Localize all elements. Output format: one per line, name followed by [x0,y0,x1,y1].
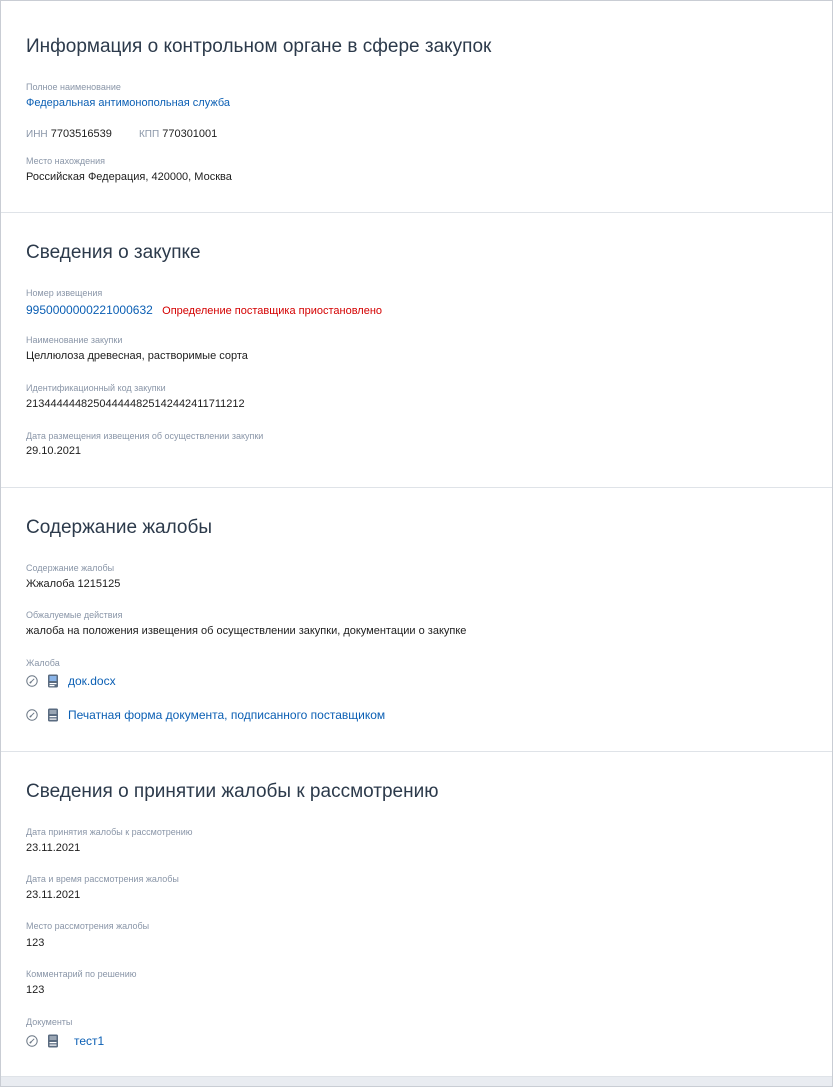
documents-label: Документы [26,1017,73,1027]
appealed-actions-label: Обжалуемые действия [26,610,123,620]
decision-comment-value: 123 [26,984,45,996]
signature-check-icon[interactable] [26,1035,38,1047]
review-place-label: Место рассмотрения жалобы [26,921,150,931]
inn-kpp-row [26,128,217,140]
section-title: Сведения о принятии жалобы к рассмотрению [26,781,439,802]
status-badge: Определение поставщика приостановлено [162,305,383,317]
decision-comment-label: Комментарий по решению [26,969,137,979]
review-place-value: 123 [26,937,45,949]
purchase-name-label: Наименование закупки [26,335,123,345]
appealed-actions-value: жалоба на положения извещения об осуществлении закупки, документации о закупке [26,625,467,637]
complaint-content-value: Жжалоба 1215125 [26,578,121,590]
section-purchase [1,213,832,488]
file-row [26,707,385,723]
page-footer-band [1,1077,832,1086]
file-link[interactable]: тест1 [74,1034,105,1048]
purchase-name-value: Целлюлоза древесная, растворимые сорта [26,350,248,362]
location-value: Российская Федерация, 420000, Москва [26,171,232,183]
section-title: Содержание жалобы [26,517,213,538]
complaint-files-label: Жалоба [26,658,60,668]
file-row [26,1033,104,1049]
notice-row [26,303,382,317]
section-title: Сведения о закупке [26,242,201,263]
file-link[interactable]: Печатная форма документа, подписанного поставщиком [68,708,386,722]
file-link[interactable]: док.docx [68,674,116,688]
id-code-label: Идентификационный код закупки [26,383,166,393]
complaint-content-label: Содержание жалобы [26,563,115,573]
section-complaint [1,488,832,752]
document-icon [47,674,59,688]
notice-number-link[interactable]: 9950000000221000632 [26,303,153,317]
kpp-value: 770301001 [162,128,218,140]
full-name-link[interactable]: Федеральная антимонопольная служба [26,97,230,109]
printer-document-icon [47,708,59,722]
signature-check-icon[interactable] [26,675,38,687]
document-icon [47,1034,59,1048]
signature-check-icon[interactable] [26,709,38,721]
accept-date-label: Дата принятия жалобы к рассмотрению [26,827,193,837]
review-datetime-value: 23.11.2021 [26,889,81,901]
full-name-label: Полное наименование [26,82,121,92]
inn-value: 7703516539 [50,128,112,140]
id-code-value: 213444444825044444825142442411711212 [26,398,245,410]
inn-label: ИНН [26,129,48,140]
kpp-label: КПП [138,129,160,140]
accept-date-value: 23.11.2021 [26,842,81,854]
review-datetime-label: Дата и время рассмотрения жалобы [26,874,179,884]
notice-number-label: Номер извещения [26,288,103,298]
file-row [26,673,116,689]
section-acceptance [1,752,832,1077]
section-control-body [1,1,832,213]
notice-date-label: Дата размещения извещения об осуществлении закупки [26,431,264,441]
section-title: Информация о контрольном органе в сфере закупок [26,36,492,57]
location-label: Место нахождения [26,156,106,166]
notice-date-value: 29.10.2021 [26,445,82,457]
